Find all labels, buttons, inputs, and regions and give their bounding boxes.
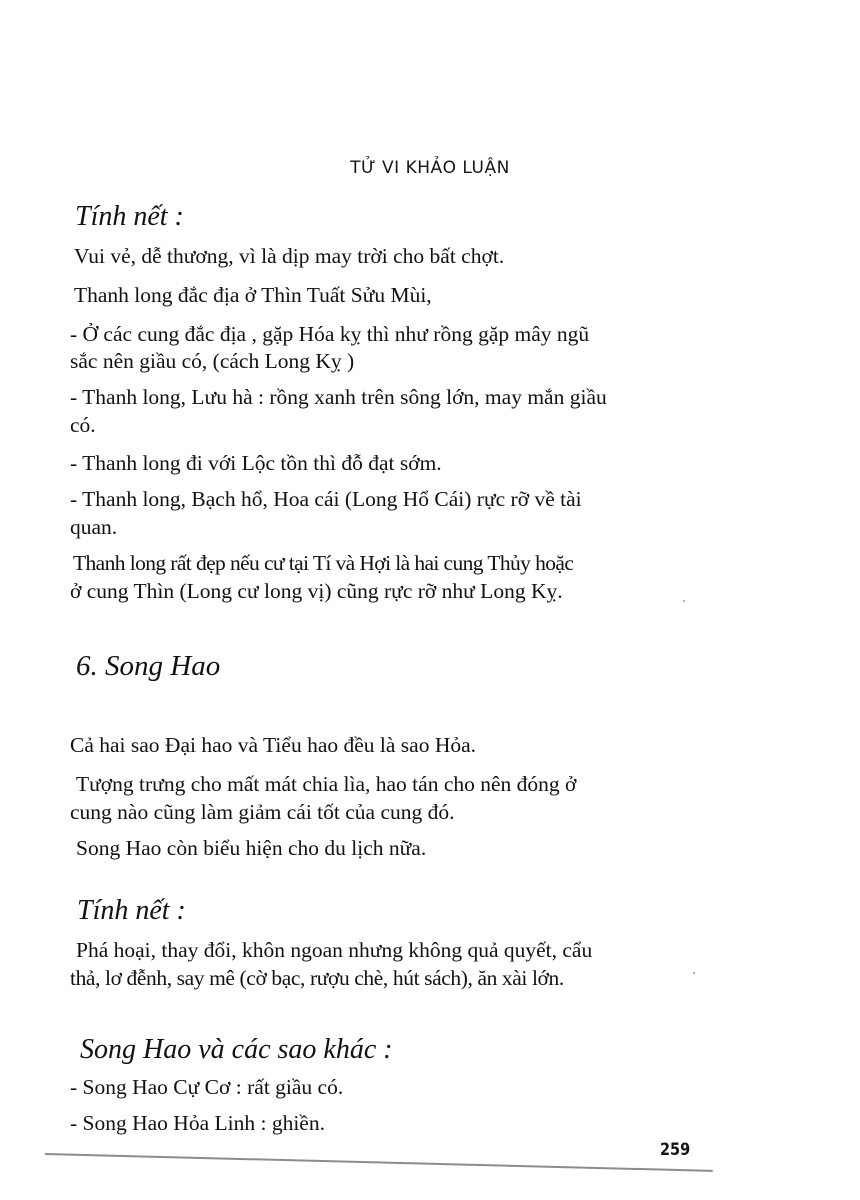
footer-rule [45, 1153, 713, 1171]
scan-speck [693, 972, 695, 974]
text-line: Thanh long rất đẹp nếu cư tại Tí và Hợi là hai cung Thủy hoặc [73, 551, 574, 575]
text-line: - Thanh long đi với Lộc tồn thì đỗ đạt sớm. [70, 451, 442, 475]
running-head: TỬ VI KHẢO LUẬN [350, 158, 510, 178]
text-line: Song Hao còn biểu hiện cho du lịch nữa. [76, 836, 427, 860]
text-line: Phá hoại, thay đổi, khôn ngoan nhưng không quả quyết, cẩu [76, 938, 593, 962]
text-line: Thanh long đắc địa ở Thìn Tuất Sửu Mùi, [74, 283, 432, 307]
text-line: - Thanh long, Bạch hổ, Hoa cái (Long Hổ Cái) rực rỡ về tài [70, 487, 582, 511]
text-line: - Song Hao Cự Cơ : rất giầu có. [70, 1075, 344, 1099]
text-line: - Thanh long, Lưu hà : rồng xanh trên sông lớn, may mắn giầu [70, 385, 607, 409]
text-line: Cả hai sao Đại hao và Tiểu hao đều là sao Hỏa. [70, 733, 477, 757]
text-line: cung nào cũng làm giảm cái tốt của cung đó. [70, 800, 455, 824]
text-line: quan. [70, 515, 118, 539]
section-heading-song-hao-cac-sao: Song Hao và các sao khác : [80, 1034, 393, 1065]
text-line: Vui vẻ, dễ thương, vì là dịp may trời cho bất chợt. [74, 244, 505, 268]
section-heading-tinh-net: Tính nết : [75, 201, 184, 232]
page-number: 259 [660, 1140, 691, 1160]
text-line: sắc nên giầu có, (cách Long Kỵ ) [70, 349, 355, 373]
scan-speck [683, 600, 685, 602]
section-heading-tinh-net: Tính nết : [77, 895, 186, 926]
text-line: - Song Hao Hỏa Linh : ghiền. [70, 1111, 325, 1135]
section-title-song-hao: 6. Song Hao [76, 650, 221, 682]
text-line: có. [70, 413, 96, 437]
text-line: ở cung Thìn (Long cư long vị) cũng rực rỡ như Long Kỵ. [70, 579, 563, 603]
text-line: - Ở các cung đắc địa , gặp Hóa kỵ thì như rồng gặp mây ngũ [70, 322, 590, 346]
text-line: Tượng trưng cho mất mát chia lìa, hao tán cho nên đóng ở [76, 772, 577, 796]
text-line: thả, lơ đễnh, say mê (cờ bạc, rượu chè, hút sách), ăn xài lớn. [70, 966, 564, 990]
